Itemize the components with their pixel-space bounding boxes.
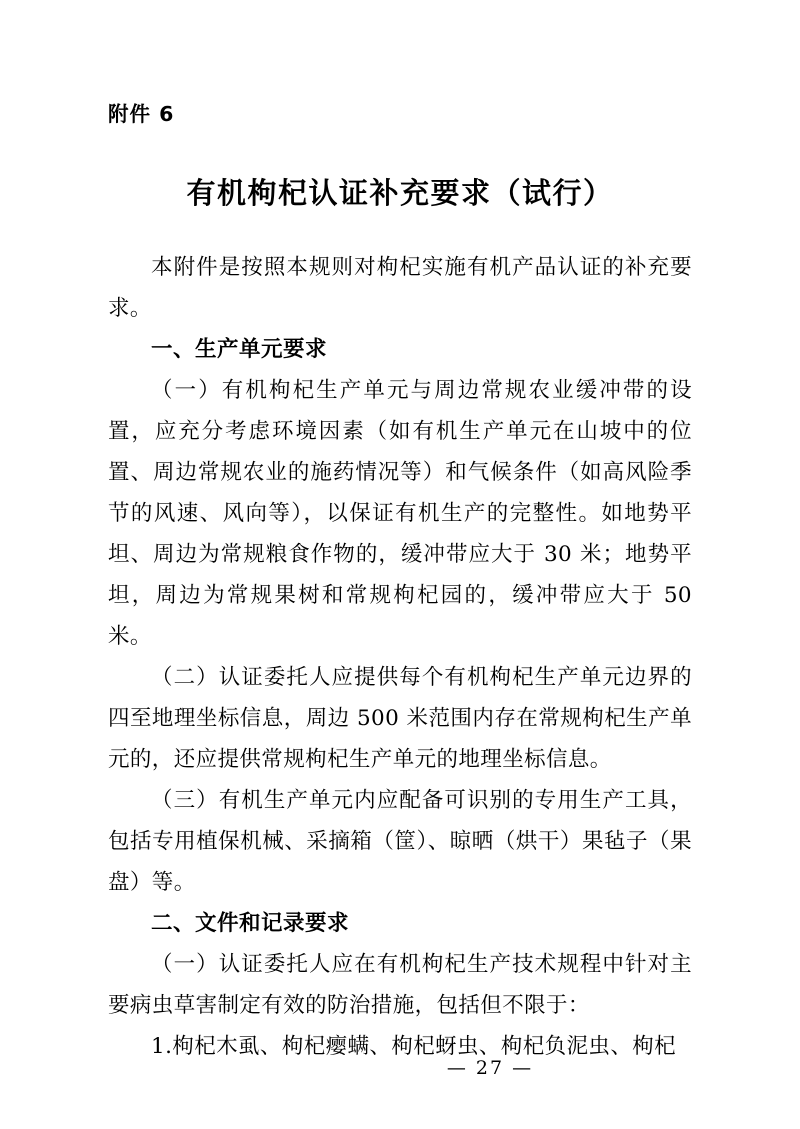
paragraph-1-2: （二）认证委托人应提供每个有机枸杞生产单元边界的四至地理坐标信息，周边 500 米范围内存在常规枸杞生产单元的，还应提供常规枸杞生产单元的地理坐标信息。 (108, 665, 692, 773)
paragraph-2-1: （一）认证委托人应在有机枸杞生产技术规程中针对主要病虫草害制定有效的防治措施，包括但不限于： (108, 952, 692, 1019)
paragraph-2-2: 1.枸杞木虱、枸杞瘿螨、枸杞蚜虫、枸杞负泥虫、枸杞 (151, 1034, 677, 1060)
section-heading-production-unit: 一、生产单元要求 (151, 337, 328, 363)
intro-paragraph: 本附件是按照本规则对枸杞实施有机产品认证的补充要求。 (108, 255, 692, 322)
page-title: 有机枸杞认证补充要求（试行） (186, 175, 614, 210)
page-number: — 27 — (446, 1057, 534, 1079)
section-heading-documents-records: 二、文件和记录要求 (151, 911, 350, 937)
attachment-label: 附件 6 (108, 102, 175, 126)
paragraph-1-3: （三）有机生产单元内应配备可识别的专用生产工具，包括专用植保机械、采摘箱（筐）、晾晒（烘干）果毡子（果盘）等。 (108, 788, 692, 896)
paragraph-1-1: （一）有机枸杞生产单元与周边常规农业缓冲带的设置，应充分考虑环境因素（如有机生产单元在山坡中的位置、周边常规农业的施药情况等）和气候条件（如高风险季节的风速、风向等），以保证有机生产的完整性。如地势平坦、周边为常规粮食作物的，缓冲带应大于 30 米；地势平坦，周边为常规果树和常规枸杞园的，缓冲带应大于 50 米。 (108, 378, 692, 650)
